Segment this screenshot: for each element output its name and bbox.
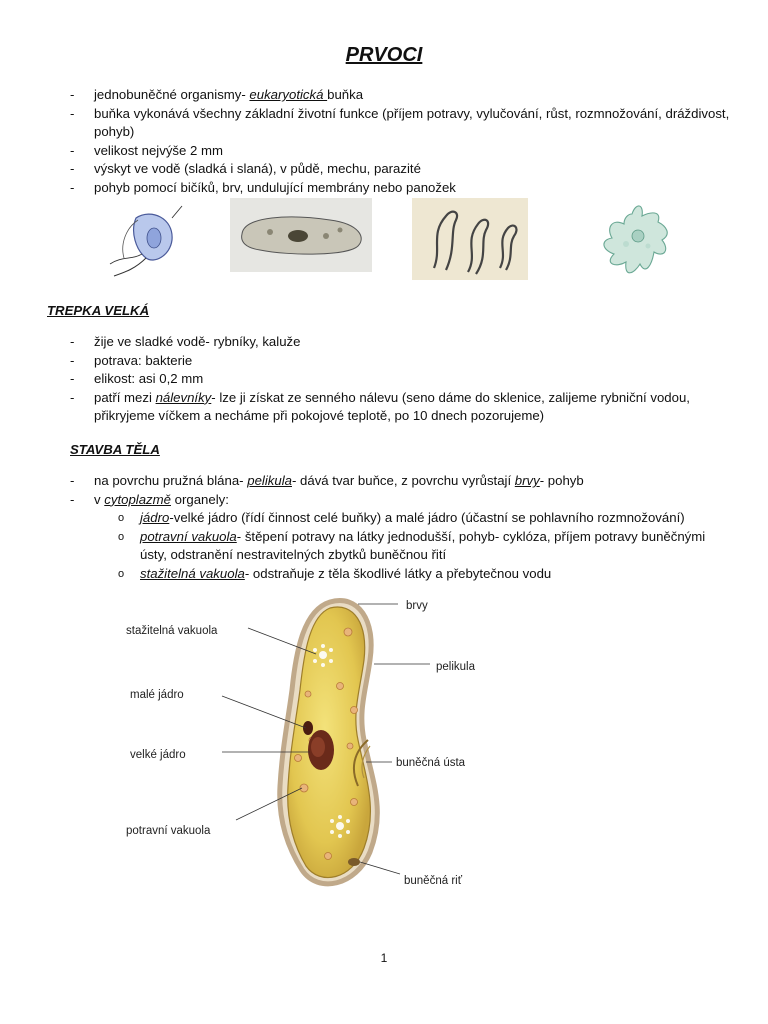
label-stazitelna-vakuola: stažitelná vakuola xyxy=(126,625,218,637)
list-item: - žije ve sladké vodě- rybníky, kaluže xyxy=(70,333,730,352)
trypanosome-image xyxy=(412,198,528,280)
label-pelikula: pelikula xyxy=(436,661,475,673)
label-potravni-vakuola: potravní vakuola xyxy=(126,825,211,837)
list-item: - patří mezi nálevníky- lze ji získat ze senného nálevu (seno dáme do sklenice, zalijeme rybniční vodou, přikryjeme víčkem a necháme při pokojové teplotě, po 10 dnech pozorujeme) xyxy=(70,389,730,426)
list-item: - pohyb pomocí bičíků, brv, undulující membrány nebo panožek xyxy=(70,179,730,198)
list-item: o jádro-velké jádro (řídí činnost celé buňky) a malé jádro (účastní se pohlavního rozmnožování) xyxy=(116,509,716,528)
list-item: - na povrchu pružná blána- pelikula- dává tvar buňce, z povrchu vyrůstají brvy- pohyb xyxy=(70,472,730,491)
flagellate-image xyxy=(96,198,188,282)
intro-list xyxy=(70,86,730,198)
list-item: o stažitelná vakuola- odstraňuje z těla škodlivé látky a přebytečnou vodu xyxy=(116,565,716,584)
stavba-list xyxy=(70,472,730,509)
list-item: - elikost: asi 0,2 mm xyxy=(70,370,730,389)
page-title: PRVOCI xyxy=(345,44,423,66)
paramecium-image xyxy=(230,198,372,272)
label-bunecna-usta: buněčná ústa xyxy=(396,757,466,769)
section-heading-stavba: STAVBA TĚLA xyxy=(70,442,160,457)
list-item: - jednobuněčné organismy- eukaryotická buňka xyxy=(70,86,730,105)
paramecium-diagram xyxy=(118,590,498,900)
amoeba-image xyxy=(592,198,676,282)
label-brvy: brvy xyxy=(406,600,428,612)
protozoa-images xyxy=(0,198,768,282)
list-item: - výskyt ve vodě (sladká i slaná), v půdě, mechu, parazité xyxy=(70,160,730,179)
section-heading-trepka: TREPKA VELKÁ xyxy=(47,303,150,318)
list-item: - velikost nejvýše 2 mm xyxy=(70,142,730,161)
list-item: o potravní vakuola- štěpení potravy na látky jednodušší, pohyb- cyklóza, příjem potravy buněčnými ústy, odstranění nestravitelných zbytků buněčnou řití xyxy=(116,528,716,565)
label-velke-jadro: velké jádro xyxy=(130,749,186,761)
trepka-list xyxy=(70,333,730,426)
list-item: - potrava: bakterie xyxy=(70,352,730,371)
list-item: - buňka vykonává všechny základní životní funkce (příjem potravy, vylučování, růst, rozmnožování, dráždivost, pohyb) xyxy=(70,105,730,142)
label-male-jadro: malé jádro xyxy=(130,689,184,701)
page-number: 1 xyxy=(380,951,388,965)
organely-list xyxy=(116,509,716,583)
list-item: - v cytoplazmě organely: xyxy=(70,491,730,510)
label-bunecna-rit: buněčná riť xyxy=(404,875,463,887)
